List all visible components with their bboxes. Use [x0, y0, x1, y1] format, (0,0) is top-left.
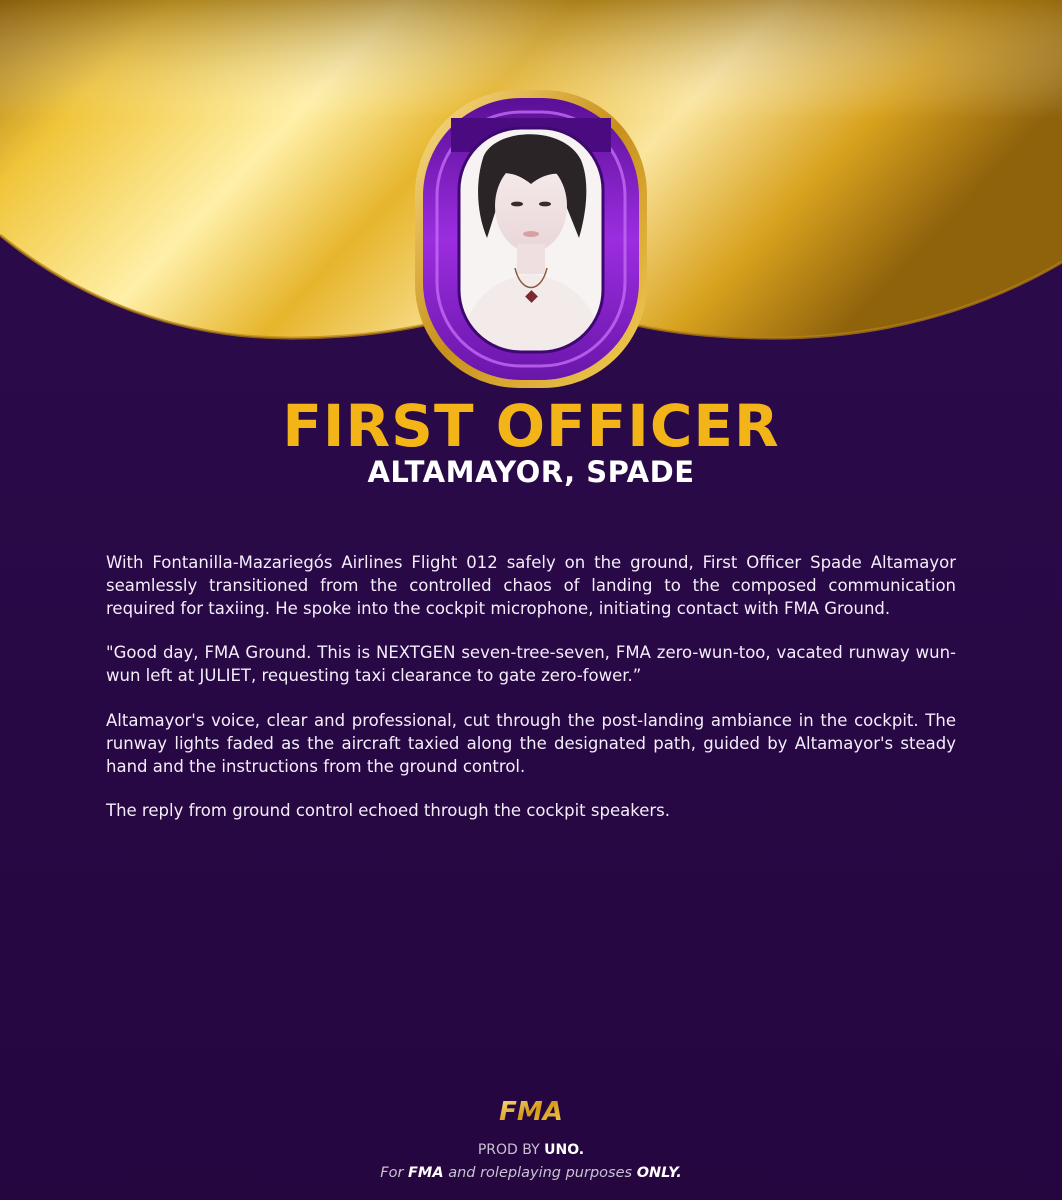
- story-paragraph: Altamayor's voice, clear and professional, cut through the post-landing ambiance in the cockpit. The runway lights faded as the aircraft taxied along the designated path, guided by Altamayor's steady hand and the instructions from the ground control.: [106, 710, 956, 776]
- officer-name: ALTAMAYOR, SPADE: [367, 455, 695, 489]
- story-paragraph: The reply from ground control echoed through the cockpit speakers.: [106, 801, 670, 821]
- airplane-window: [413, 88, 649, 390]
- disclaimer-emphasis: ONLY.: [636, 1165, 682, 1181]
- disclaimer-middle: and roleplaying purposes: [443, 1165, 637, 1181]
- disclaimer: [0, 1163, 1062, 1183]
- prod-prefix: PROD BY: [477, 1142, 545, 1158]
- portrait-photo-icon: [459, 128, 603, 352]
- story-paragraph: "Good day, FMA Ground. This is NEXTGEN seven-tree-seven, FMA zero-wun-too, vacated runway wun-wun left at JULIET, requesting taxi clearance to gate zero-fower.”: [106, 643, 956, 686]
- story-body: [106, 552, 956, 845]
- logo-text: FMA: [499, 1097, 563, 1127]
- page-title: FIRST OFFICER: [282, 392, 780, 460]
- story-paragraph: With Fontanilla-Mazariegós Airlines Flight 012 safely on the ground, First Officer Spade Altamayor seamlessly transitioned from the controlled chaos of landing to the composed communication required for taxiing. He spoke into the cockpit microphone, initiating contact with FMA Ground.: [106, 553, 956, 618]
- prod-name: UNO.: [544, 1142, 585, 1158]
- fma-logo: [491, 1093, 571, 1129]
- disclaimer-brand: FMA: [408, 1165, 444, 1181]
- disclaimer-prefix: For: [380, 1165, 409, 1181]
- airplane-window-frame-icon: [413, 88, 649, 390]
- production-credit: [0, 1141, 1062, 1159]
